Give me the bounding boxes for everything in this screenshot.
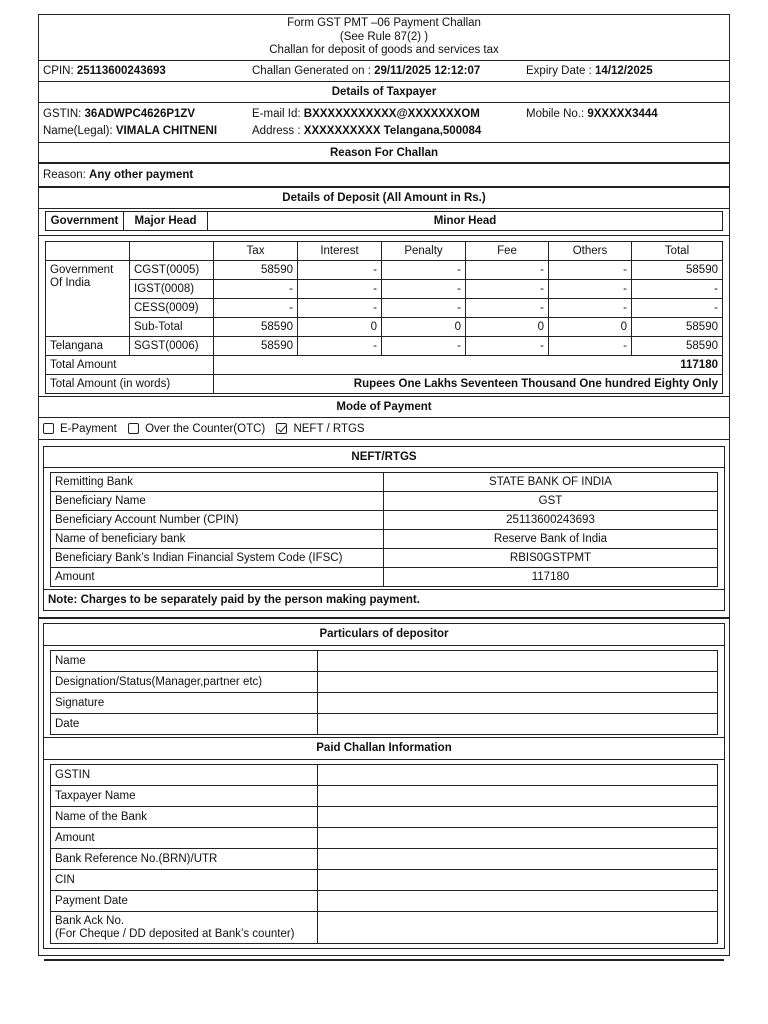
neft-label: Name of beneficiary bank: [51, 530, 384, 549]
cpin-value: 25113600243693: [76, 65, 166, 77]
paid-table: [50, 764, 718, 944]
gstin-value: 36ADWPC4626P1ZV: [84, 108, 196, 120]
cell: 58590: [632, 261, 723, 280]
neft-block: [39, 440, 729, 619]
reason-label: Reason:: [43, 169, 90, 181]
challan-page: [38, 14, 730, 961]
address-label: Address :: [252, 125, 304, 137]
cell: 58590: [214, 261, 298, 280]
deposit-head-table: [45, 211, 723, 231]
mode-epayment[interactable]: [43, 423, 117, 435]
paid-value-blank: [318, 870, 718, 891]
paid-value-blank: [318, 849, 718, 870]
neft-label: Beneficiary Account Number (CPIN): [51, 511, 384, 530]
generated-value: 29/11/2025 12:12:07: [374, 65, 481, 77]
depositor-label: Name: [51, 651, 318, 672]
paid-label: Bank Reference No.(BRN)/UTR: [51, 849, 318, 870]
depositor-label: Signature: [51, 693, 318, 714]
table-row: [51, 912, 718, 944]
paid-label: Name of the Bank: [51, 807, 318, 828]
depositor-label: Date: [51, 714, 318, 735]
paid-label: CIN: [51, 870, 318, 891]
telangana-cell: Telangana: [46, 337, 130, 356]
cpin-row: [39, 61, 729, 82]
taxpayer-section-title: Details of Taxpayer: [39, 82, 729, 103]
paid-label: GSTIN: [51, 765, 318, 786]
address-value: XXXXXXXXXX Telangana,500084: [303, 125, 482, 137]
cell: -: [382, 337, 466, 356]
depositor-value-blank: [318, 672, 718, 693]
cell: -: [466, 261, 549, 280]
cell: 0: [466, 318, 549, 337]
cell: -: [382, 280, 466, 299]
reason-row: [39, 164, 729, 188]
cell: -: [214, 299, 298, 318]
blank-cell: [46, 242, 130, 261]
cell: -: [549, 337, 632, 356]
cell: -: [298, 337, 382, 356]
challan-frame: [38, 14, 730, 956]
table-row: [46, 280, 723, 299]
mode-otc[interactable]: [128, 423, 265, 435]
cpin-label: CPIN:: [43, 65, 77, 77]
table-row: [51, 651, 718, 672]
cell: -: [549, 299, 632, 318]
table-row: [51, 473, 718, 492]
neft-label: Beneficiary Name: [51, 492, 384, 511]
paid-title: Paid Challan Information: [44, 737, 724, 760]
cell: 58590: [214, 318, 298, 337]
depositor-block: [39, 619, 729, 955]
neft-value: STATE BANK OF INDIA: [384, 473, 718, 492]
table-row: [51, 549, 718, 568]
total-words-label: Total Amount (in words): [46, 375, 214, 394]
paid-label: Taxpayer Name: [51, 786, 318, 807]
gstin-label: GSTIN:: [43, 108, 85, 120]
cell: -: [214, 280, 298, 299]
table-row: [51, 870, 718, 891]
col-interest: Interest: [298, 242, 382, 261]
neft-value: Reserve Bank of India: [384, 530, 718, 549]
depositor-value-blank: [318, 651, 718, 672]
table-row: [51, 828, 718, 849]
cell: -: [382, 299, 466, 318]
paid-ack-label: [51, 912, 318, 944]
neft-label: Amount: [51, 568, 384, 587]
deposit-section-title: Details of Deposit (All Amount in Rs.): [39, 188, 729, 209]
row-head: CESS(0009): [130, 299, 214, 318]
table-row: [51, 786, 718, 807]
table-row: [51, 492, 718, 511]
paid-label: Payment Date: [51, 891, 318, 912]
cell: 0: [549, 318, 632, 337]
table-row: [51, 849, 718, 870]
blank-cell: [130, 242, 214, 261]
cell: 58590: [632, 337, 723, 356]
expiry-label: Expiry Date :: [526, 65, 596, 77]
table-row: [51, 714, 718, 735]
email-value: BXXXXXXXXXXX@XXXXXXXOM: [303, 108, 480, 120]
depositor-title: Particulars of depositor: [44, 624, 724, 646]
mode-label: Over the Counter(OTC): [145, 423, 266, 435]
deposit-head-block: [39, 209, 729, 236]
total-amount-label: Total Amount: [46, 356, 214, 375]
neft-label: Remitting Bank: [51, 473, 384, 492]
paid-value-blank: [318, 786, 718, 807]
mode-section-title: Mode of Payment: [39, 397, 729, 418]
checkbox-unchecked-icon[interactable]: [43, 423, 54, 434]
paid-value-blank: [318, 828, 718, 849]
table-row: [46, 337, 723, 356]
col-others: Others: [549, 242, 632, 261]
form-title: Form GST PMT –06 Payment Challan: [287, 17, 481, 29]
cell: -: [549, 280, 632, 299]
neft-value: GST: [384, 492, 718, 511]
col-fee: Fee: [466, 242, 549, 261]
row-head: Sub-Total: [130, 318, 214, 337]
cell: -: [466, 337, 549, 356]
deposit-table: [45, 241, 723, 394]
form-subtitle: Challan for deposit of goods and services tax: [269, 44, 499, 56]
cell: -: [298, 261, 382, 280]
neft-label: Beneficiary Bank’s Indian Financial System Code (IFSC): [51, 549, 384, 568]
table-row: [51, 765, 718, 786]
cell: -: [298, 299, 382, 318]
table-row: [51, 568, 718, 587]
legal-name-value: VIMALA CHITNENI: [115, 125, 218, 137]
reason-value: Any other payment: [89, 169, 194, 181]
depositor-box: [43, 623, 725, 949]
table-row: [51, 807, 718, 828]
expiry-value: 14/12/2025: [595, 65, 653, 77]
total-words-value: Rupees One Lakhs Seventeen Thousand One hundred Eighty Only: [214, 375, 723, 394]
total-amount-row: [46, 356, 723, 375]
table-row: [51, 530, 718, 549]
legal-name-label: Name(Legal):: [43, 125, 116, 137]
mode-label: E-Payment: [60, 423, 117, 435]
mode-neft-rtgs[interactable]: [276, 423, 364, 435]
cell: -: [382, 261, 466, 280]
cell: -: [298, 280, 382, 299]
table-row: [51, 693, 718, 714]
head-major: Major Head: [124, 212, 208, 231]
reason-section-title: Reason For Challan: [39, 143, 729, 164]
col-tax: Tax: [214, 242, 298, 261]
table-row: [46, 299, 723, 318]
bottom-rule: [44, 959, 724, 961]
col-total: Total: [632, 242, 723, 261]
depositor-table: [50, 650, 718, 735]
depositor-label: Designation/Status(Manager,partner etc): [51, 672, 318, 693]
generated-label: Challan Generated on :: [252, 65, 375, 77]
cell: -: [466, 299, 549, 318]
paid-value-blank: [318, 912, 718, 944]
paid-value-blank: [318, 891, 718, 912]
mobile-value: 9XXXXX3444: [587, 108, 658, 120]
row-head: IGST(0008): [130, 280, 214, 299]
table-row: [51, 891, 718, 912]
neft-box: [43, 446, 725, 611]
depositor-value-blank: [318, 714, 718, 735]
paid-value-blank: [318, 765, 718, 786]
neft-table: [50, 472, 718, 587]
depositor-value-blank: [318, 693, 718, 714]
deposit-columns-row: [46, 242, 723, 261]
cell: -: [632, 280, 723, 299]
form-header: [39, 15, 729, 61]
email-label: E-mail Id:: [252, 108, 304, 120]
neft-title: NEFT/RTGS: [44, 447, 724, 468]
table-row: [51, 511, 718, 530]
row-head: SGST(0006): [130, 337, 214, 356]
cell: 58590: [632, 318, 723, 337]
cell: 0: [298, 318, 382, 337]
total-amount-value: 117180: [214, 356, 723, 375]
paid-value-blank: [318, 807, 718, 828]
ack-line-2: (For Cheque / DD deposited at Bank’s counter): [55, 927, 295, 940]
neft-value: RBIS0GSTPMT: [384, 549, 718, 568]
form-rule: (See Rule 87(2) ): [339, 30, 429, 43]
neft-value: 117180: [384, 568, 718, 587]
ack-line-1: Bank Ack No.: [55, 914, 125, 927]
total-words-row: [46, 375, 723, 394]
head-government: Government: [46, 212, 124, 231]
neft-value: 25113600243693: [384, 511, 718, 530]
cell: -: [466, 280, 549, 299]
head-minor: Minor Head: [208, 212, 723, 231]
table-row: [46, 261, 723, 280]
col-penalty: Penalty: [382, 242, 466, 261]
cell: -: [632, 299, 723, 318]
checkbox-checked-icon[interactable]: [276, 423, 287, 434]
mode-options-row: [39, 418, 729, 440]
cell: 0: [382, 318, 466, 337]
paid-label: Amount: [51, 828, 318, 849]
cell: -: [549, 261, 632, 280]
government-of-india-cell: Government Of India: [46, 261, 130, 337]
deposit-table-block: [39, 236, 729, 397]
table-row: [51, 672, 718, 693]
taxpayer-details: [39, 103, 729, 143]
neft-note: Note: Charges to be separately paid by the person making payment.: [44, 589, 724, 610]
table-row: [46, 318, 723, 337]
row-head: CGST(0005): [130, 261, 214, 280]
mode-label: NEFT / RTGS: [293, 423, 365, 435]
mobile-label: Mobile No.:: [526, 108, 588, 120]
checkbox-unchecked-icon[interactable]: [128, 423, 139, 434]
cell: 58590: [214, 337, 298, 356]
